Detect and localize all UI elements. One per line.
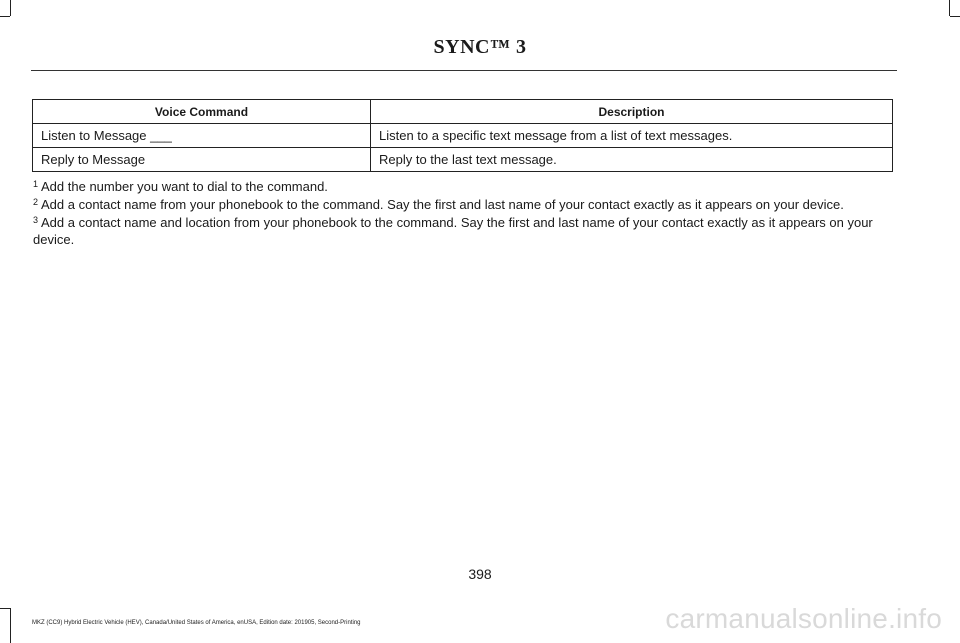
voice-command-cell: Listen to Message ___ bbox=[33, 124, 371, 148]
column-header-voice-command: Voice Command bbox=[33, 100, 371, 124]
footnote bbox=[33, 196, 899, 213]
crop-mark-top-left-h bbox=[0, 16, 10, 17]
page-title: SYNC™ 3 bbox=[433, 36, 527, 58]
table-row bbox=[33, 124, 893, 148]
table-row bbox=[33, 148, 893, 172]
footnote-text: Add a contact name from your phonebook to the command. Say the first and last name of your contact exactly as it appears on your device. bbox=[41, 197, 844, 212]
footnote-number: 3 bbox=[33, 215, 39, 225]
crop-mark-bottom-left-v bbox=[10, 608, 11, 643]
voice-command-cell: Reply to Message bbox=[33, 148, 371, 172]
watermark: carmanualsonline.info bbox=[665, 603, 942, 634]
header-rule bbox=[31, 70, 897, 71]
table-header-row bbox=[33, 100, 893, 124]
footnote-number: 2 bbox=[33, 197, 39, 207]
description-cell: Listen to a specific text message from a list of text messages. bbox=[371, 124, 893, 148]
footnotes bbox=[33, 178, 899, 249]
column-header-description: Description bbox=[371, 100, 893, 124]
crop-mark-top-right-h bbox=[950, 16, 960, 17]
crop-mark-bottom-left-h bbox=[0, 608, 10, 609]
crop-mark-top-left-v bbox=[10, 0, 11, 16]
description-cell: Reply to the last text message. bbox=[371, 148, 893, 172]
footnote bbox=[33, 178, 899, 195]
footnote-text: Add the number you want to dial to the command. bbox=[41, 179, 328, 194]
footnote-number: 1 bbox=[33, 179, 39, 189]
footnote-text: Add a contact name and location from your phonebook to the command. Say the first and last name of your contact exactly as it appears on your device. bbox=[33, 215, 873, 247]
page-number: 398 bbox=[468, 566, 492, 582]
footnote bbox=[33, 214, 899, 248]
footer-edition-text: MKZ (CC9) Hybrid Electric Vehicle (HEV), Canada/United States of America, enUSA, Edition date: 201905, Second-Printing bbox=[32, 620, 361, 626]
voice-command-table bbox=[32, 99, 893, 172]
crop-mark-top-right-v bbox=[949, 0, 950, 16]
